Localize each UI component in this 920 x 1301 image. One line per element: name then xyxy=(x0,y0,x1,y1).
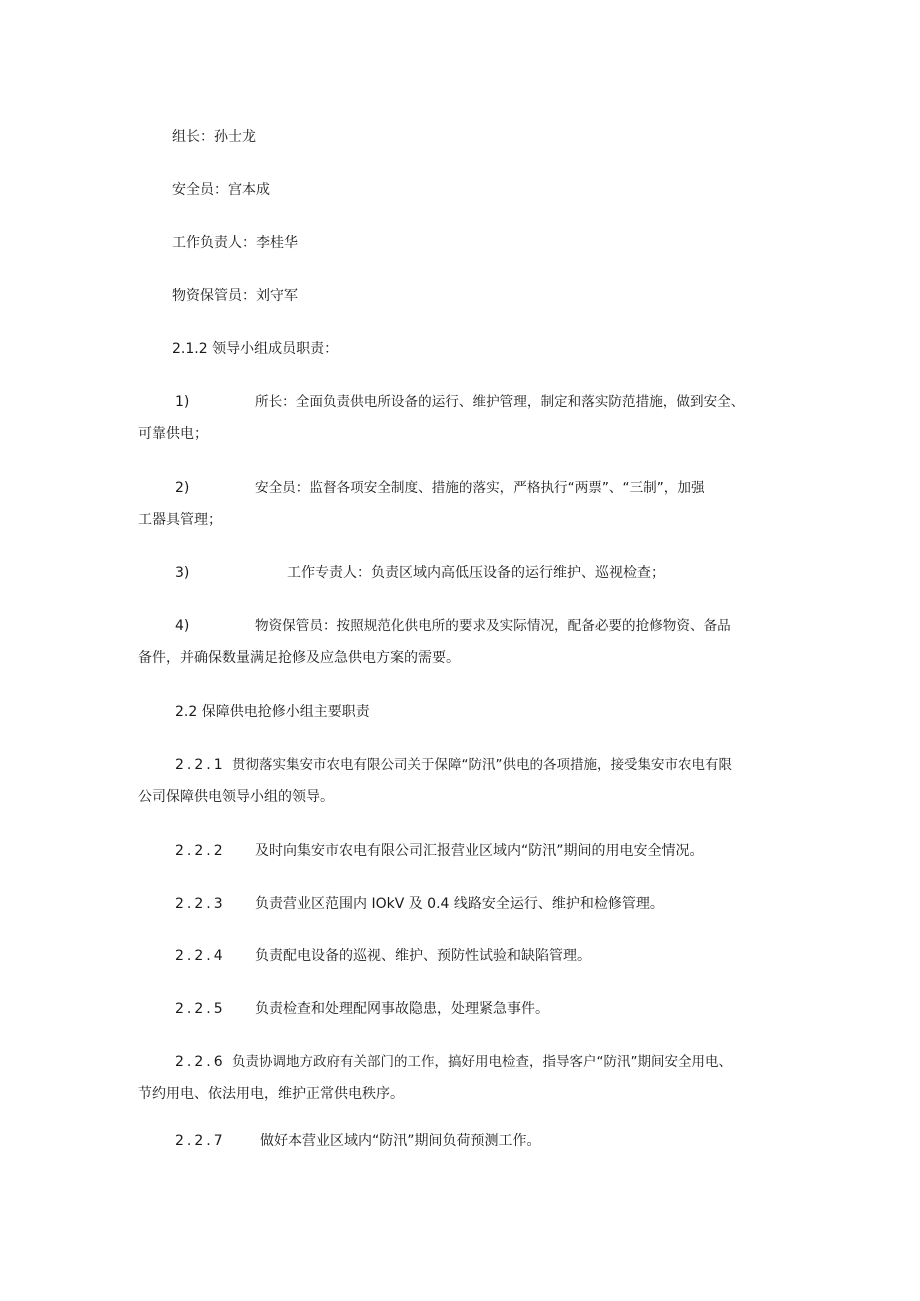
duty-number: 1) xyxy=(175,394,190,410)
item-number: 2.2.2 xyxy=(175,843,226,859)
item-text: 负责协调地方政府有关部门的工作，搞好用电检查，指导客户“防汛”期间安全用电、 xyxy=(232,1054,732,1070)
item-text: 及时向集安市农电有限公司汇报营业区域内“防汛”期间的用电安全情况。 xyxy=(255,843,704,859)
duty-text-continued: 可靠供电； xyxy=(138,426,208,442)
section-heading-2-1-2: 2.1.2 领导小组成员职责： xyxy=(172,341,339,357)
item-text-continued: 节约用电、依法用电，维护正常供电秩序。 xyxy=(138,1086,404,1102)
duty-text: 安全员：监督各项安全制度、措施的落实，严格执行“两票”、“三制”，加强 xyxy=(255,480,705,496)
item-number: 2.2.7 xyxy=(175,1133,226,1149)
item-number: 2.2.6 xyxy=(175,1054,226,1070)
member-safety-officer: 安全员：宫本成 xyxy=(172,182,270,198)
item-text: 负责配电设备的巡视、维护、预防性试验和缺陷管理。 xyxy=(255,948,591,964)
item-number: 2.2.1 xyxy=(175,757,226,773)
duty-number: 2) xyxy=(175,480,190,496)
duty-number: 3) xyxy=(175,565,190,581)
item-number: 2.2.4 xyxy=(175,948,226,964)
item-text: 贯彻落实集安市农电有限公司关于保障“防汛”供电的各项措施，接受集安市农电有限 xyxy=(232,757,732,773)
member-materials-keeper: 物资保管员：刘守军 xyxy=(172,288,298,304)
duty-text: 工作专责人：负责区域内高低压设备的运行维护、巡视检查； xyxy=(287,565,665,581)
item-text: 负责营业区范围内 IOkV 及 0.4 线路安全运行、维护和检修管理。 xyxy=(255,896,664,912)
duty-text-continued: 备件，并确保数量满足抢修及应急供电方案的需要。 xyxy=(138,650,460,666)
item-number: 2.2.5 xyxy=(175,1001,226,1017)
duty-number: 4) xyxy=(175,618,190,634)
duty-text-continued: 工器具管理； xyxy=(138,512,222,528)
member-work-lead: 工作负责人：李桂华 xyxy=(172,235,298,251)
member-leader: 组长：孙士龙 xyxy=(172,129,256,145)
item-text: 负责检查和处理配网事故隐患，处理紧急事件。 xyxy=(255,1001,549,1017)
item-text: 做好本营业区域内“防汛”期间负荷预测工作。 xyxy=(260,1133,541,1149)
item-text-continued: 公司保障供电领导小组的领导。 xyxy=(138,789,334,805)
section-heading-2-2: 2.2 保障供电抢修小组主要职责 xyxy=(175,704,370,720)
duty-text: 所长：全面负责供电所设备的运行、维护管理，制定和落实防范措施，做到安全、 xyxy=(255,394,745,410)
item-number: 2.2.3 xyxy=(175,896,226,912)
duty-text: 物资保管员：按照规范化供电所的要求及实际情况，配备必要的抢修物资、备品 xyxy=(255,618,731,634)
